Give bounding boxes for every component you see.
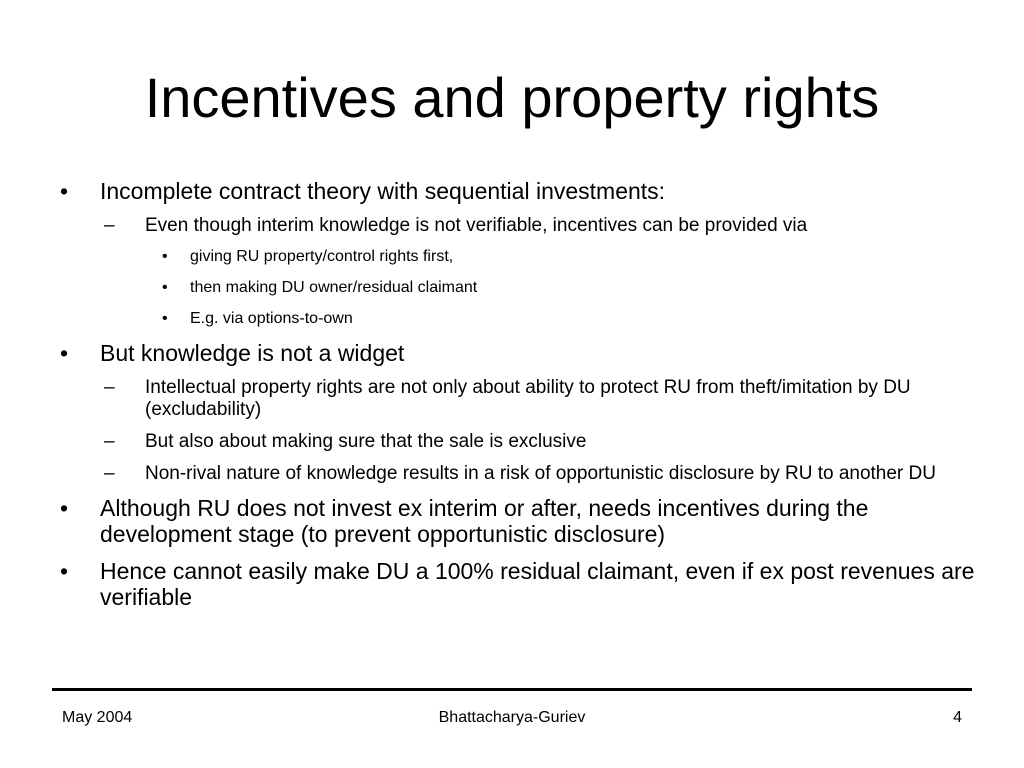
sub-sub-bullet-item bbox=[162, 309, 980, 329]
slide-title: Incentives and property rights bbox=[144, 66, 880, 129]
sub-bullet-item bbox=[104, 377, 980, 421]
sub-bullet-text: Intellectual property rights are not only about ability to protect RU from theft/imitation by DU (excludability) bbox=[145, 377, 911, 420]
bullet-text: But knowledge is not a widget bbox=[100, 340, 405, 366]
bullet-marker: • bbox=[60, 340, 69, 366]
sub-bullet-text: Non-rival nature of knowledge results in a risk of opportunistic disclosure by RU to another DU bbox=[145, 463, 936, 484]
bullet-item bbox=[60, 340, 980, 366]
sub-sub-bullet-item bbox=[162, 247, 980, 267]
bullet-text: Hence cannot easily make DU a 100% residual claimant, even if ex post revenues are verifiable bbox=[100, 558, 975, 610]
dash-marker: – bbox=[104, 431, 115, 452]
bullet-item bbox=[60, 558, 980, 610]
bullet-marker: • bbox=[162, 248, 168, 265]
bullet-marker: • bbox=[60, 558, 69, 584]
dash-marker: – bbox=[104, 377, 115, 398]
bullet-item bbox=[60, 178, 980, 204]
bullet-marker: • bbox=[162, 310, 168, 327]
bullet-text: Although RU does not invest ex interim or after, needs incentives during the development stage (to prevent opportunistic disclosure) bbox=[100, 495, 869, 547]
dash-marker: – bbox=[104, 215, 115, 236]
bullet-text: Incomplete contract theory with sequential investments: bbox=[100, 178, 666, 204]
sub-sub-bullet-item bbox=[162, 278, 980, 298]
bullet-marker: • bbox=[60, 178, 69, 204]
sub-sub-bullet-text: then making DU owner/residual claimant bbox=[190, 279, 478, 296]
sub-bullet-item bbox=[104, 215, 980, 237]
bullet-item bbox=[60, 495, 980, 547]
footer-page-number: 4 bbox=[953, 709, 962, 726]
slide-body bbox=[60, 178, 980, 621]
sub-bullet-text: Even though interim knowledge is not verifiable, incentives can be provided via bbox=[145, 215, 808, 236]
sub-bullet-text: But also about making sure that the sale is exclusive bbox=[145, 431, 587, 452]
bullet-marker: • bbox=[60, 495, 69, 521]
footer-date: May 2004 bbox=[62, 709, 133, 726]
sub-sub-bullet-text: giving RU property/control rights first, bbox=[190, 248, 454, 265]
footer-authors: Bhattacharya-Guriev bbox=[438, 709, 586, 726]
dash-marker: – bbox=[104, 463, 115, 484]
sub-bullet-item bbox=[104, 431, 980, 453]
bullet-marker: • bbox=[162, 279, 168, 296]
footer-divider bbox=[52, 688, 972, 691]
sub-sub-bullet-text: E.g. via options-to-own bbox=[190, 310, 353, 327]
sub-bullet-item bbox=[104, 463, 980, 485]
